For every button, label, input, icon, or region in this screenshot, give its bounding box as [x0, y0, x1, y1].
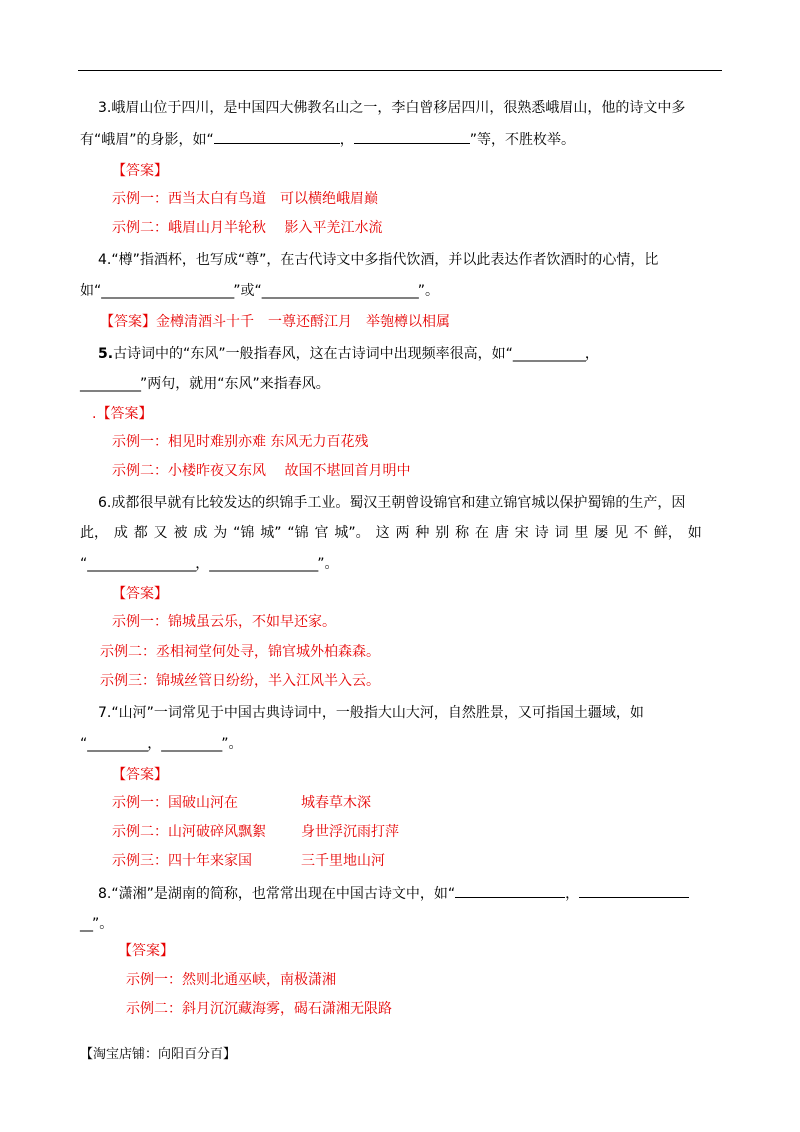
q4-line2-mid: ”或“	[233, 283, 262, 299]
q6-blank-1: __________________	[87, 556, 196, 572]
q3-example-2: 示例二：峨眉山月半轮秋 影入平羌江水流	[112, 220, 383, 236]
q6-line2-part: 城”。	[334, 525, 370, 541]
q8-example-2: 示例二：斜月沉沉藏海雾，碣石潇湘无限路	[126, 1001, 392, 1017]
q4-answer: 【答案】金樽清酒斗十千 一尊还酹江月 举匏樽以相属	[100, 314, 450, 330]
q8-blank-2b: __	[80, 916, 92, 932]
q6-line2-part: 词	[554, 525, 569, 541]
q6-line2-part: 成	[193, 525, 208, 541]
q6-line2-part: 在	[474, 525, 489, 541]
q3-line1: 3.峨眉山位于四川，是中国四大佛教名山之一，李白曾移居四川，很熟悉峨眉山，他的诗文中多	[98, 100, 686, 116]
q6-line3-pre: “	[80, 556, 88, 572]
q4-line1: 4.“樽”指酒杯，也写成“尊”，在古代诗文中多指代饮酒，并以此表达作者饮酒时的心情，比	[98, 252, 659, 268]
q7-line1: 7.“山河”一词常见于中国古典诗词中，一般指大山大河，自然胜景，又可指国土疆域，如	[98, 705, 644, 721]
q5-line1	[98, 345, 599, 363]
q6-line2-part: 城”	[260, 525, 282, 541]
q3-blank-1	[214, 131, 340, 144]
q6-line3	[80, 555, 339, 573]
q6-line2-part: 别	[435, 525, 450, 541]
q7-example-1a: 示例一：国破山河在	[112, 795, 238, 811]
q5-line1-post: ，	[584, 346, 599, 362]
q5-number: 5.	[98, 346, 114, 362]
q8-line1-mid: ，	[565, 886, 580, 902]
q3-line2-mid: ，	[339, 132, 354, 148]
q6-line2-part: 不	[633, 525, 648, 541]
q8-blank-2a	[579, 885, 689, 898]
q6-line2-part: 都	[133, 525, 148, 541]
q6-line2	[80, 524, 702, 542]
q7-example-3a: 示例三：四十年来家国	[112, 853, 252, 869]
q7-line2	[80, 735, 243, 753]
q3-line2-pre: 有“峨眉”的身影，如“	[80, 132, 214, 148]
q7-line2-mid: ，	[147, 736, 162, 752]
q7-example-1b: 城春草木深	[301, 795, 371, 811]
header-rule	[78, 70, 722, 71]
q4-line2	[80, 282, 439, 300]
q5-blank-1: ____________	[512, 346, 585, 362]
q6-line3-mid: ，	[195, 556, 210, 572]
q3-answer-label: 【答案】	[112, 163, 168, 179]
q6-line2-part: 称	[455, 525, 470, 541]
q5-example-2: 示例二：小楼昨夜又东风 故国不堪回首月明中	[112, 463, 411, 479]
q7-example-2a: 示例二：山河破碎风飘絮	[112, 824, 266, 840]
q3-blank-2	[354, 131, 470, 144]
q4-line2-post: ”。	[417, 283, 440, 299]
q8-blank-1	[455, 885, 565, 898]
q7-line2-pre: “	[80, 736, 88, 752]
q6-line2-part: 如	[687, 525, 702, 541]
q5-line2-post: ”两句，就用“东风”来指春风。	[140, 376, 330, 392]
q8-line2	[80, 915, 113, 933]
q7-blank-1: __________	[87, 736, 148, 752]
q6-line2-part: 又	[153, 525, 168, 541]
q6-line1: 6.成都很早就有比较发达的织锦手工业。蜀汉王朝曾设锦官和建立锦官城以保护蜀锦的生产，因	[98, 495, 686, 511]
q6-line2-part: 此，	[80, 525, 108, 541]
q8-line1	[98, 885, 689, 903]
q4-line2-pre: 如“	[80, 283, 102, 299]
q6-line2-part: 宋	[514, 525, 529, 541]
q8-answer-label: 【答案】	[118, 943, 174, 959]
q8-example-1: 示例一：然则北通巫峡，南极潇湘	[126, 972, 336, 988]
q6-line2-part: 两	[395, 525, 410, 541]
q4-blank-1: ______________________	[101, 283, 234, 299]
q6-line2-part: 诗	[534, 525, 549, 541]
q6-example-3: 示例三：锦城丝管日纷纷，半入江风半入云。	[100, 673, 380, 689]
q7-example-3b: 三千里地山河	[301, 853, 385, 869]
q5-answer-label: .【答案】	[92, 406, 153, 422]
q4-blank-2: __________________________	[261, 283, 418, 299]
q6-line2-part: 为	[213, 525, 228, 541]
q7-answer-label: 【答案】	[112, 767, 168, 783]
footer-shop-label: 【淘宝店铺：向阳百分百】	[80, 1047, 237, 1062]
q8-line2-post: ”。	[92, 916, 114, 932]
q6-line2-part: 屡	[594, 525, 609, 541]
q3-line2	[80, 131, 575, 149]
q6-line3-post: ”。	[317, 556, 339, 572]
q6-line2-part: 唐	[494, 525, 509, 541]
q6-answer-label: 【答案】	[112, 586, 168, 602]
q6-example-1: 示例一：锦城虽云乐，不如早还家。	[112, 614, 336, 630]
q5-blank-2: __________	[80, 376, 140, 392]
q6-line2-part: “锦	[287, 525, 309, 541]
q6-line2-part: 这	[375, 525, 390, 541]
q7-line2-post: ”。	[221, 736, 243, 752]
q6-blank-2: __________________	[209, 556, 318, 572]
q3-line2-post: ”等，不胜枚举。	[469, 132, 576, 148]
q6-line2-part: 官	[314, 525, 329, 541]
q6-line2-part: 成	[113, 525, 128, 541]
q6-line2-part: 见	[614, 525, 629, 541]
q6-line2-part: 种	[415, 525, 430, 541]
q6-line2-part: “锦	[233, 525, 255, 541]
q6-line2-part: 被	[173, 525, 188, 541]
q3-example-1: 示例一：西当太白有鸟道 可以横绝峨眉巅	[112, 191, 378, 207]
q5-line1-text: 古诗词中的“东风”一般指春风，这在古诗词中出现频率很高，如“	[113, 346, 513, 362]
q6-example-2: 示例二：丞相祠堂何处寻，锦官城外柏森森。	[100, 644, 380, 660]
q7-blank-2: __________	[161, 736, 222, 752]
q6-line2-part: 里	[574, 525, 589, 541]
q5-example-1: 示例一：相见时难别亦难 东风无力百花残	[112, 434, 369, 450]
q5-line2	[80, 375, 330, 393]
q6-line2-part: 鲜，	[653, 525, 682, 541]
q7-example-2b: 身世浮沉雨打萍	[301, 824, 399, 840]
q8-line1-pre: 8.“潇湘”是湖南的简称，也常常出现在中国古诗文中，如“	[98, 886, 456, 902]
